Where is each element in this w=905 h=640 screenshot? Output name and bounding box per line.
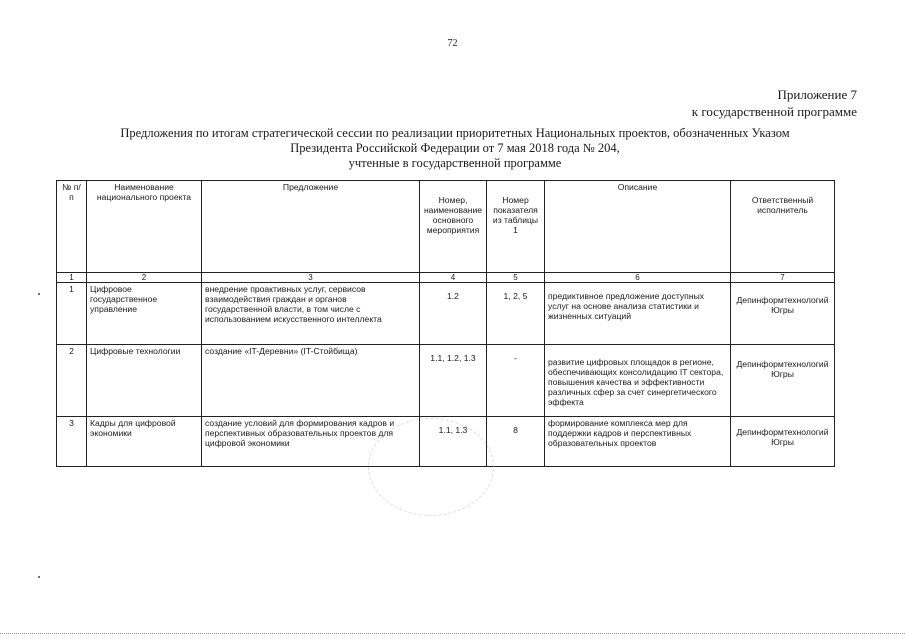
- column-number: 1: [57, 273, 87, 283]
- appendix-heading: [692, 86, 857, 120]
- cell-executor: Депинформтехнологий Югры: [731, 283, 835, 345]
- scan-edge-line: [0, 633, 905, 634]
- cell-proposal: внедрение проактивных услуг, сервисов взаимодействия граждан и органов государственной власти, в том числе с использованием искусственного интеллекта: [202, 283, 420, 345]
- title-line-2: Президента Российской Федерации от 7 мая 2018 года № 204,: [290, 141, 620, 155]
- header-description: Описание: [545, 181, 731, 273]
- appendix-line-1: Приложение 7: [777, 87, 857, 102]
- header-executor: Ответственный исполнитель: [731, 181, 835, 273]
- cell-description: развитие цифровых площадок в регионе, обеспечивающих консолидацию IT сектора, повышения качества и эффективности различных сфер за счет синергетического эффекта: [545, 345, 731, 417]
- column-number: 5: [487, 273, 545, 283]
- column-number: 4: [420, 273, 487, 283]
- cell-executor: Депинформтехнологий Югры: [731, 345, 835, 417]
- cell-description: формирование комплекса мер для поддержки кадров и перспективных образовательных проектов: [545, 417, 731, 467]
- scan-speck: [38, 576, 40, 578]
- cell-project: Цифровое государственное управление: [87, 283, 202, 345]
- header-proposal: Предложение: [202, 181, 420, 273]
- cell-event: 1.2: [420, 283, 487, 345]
- column-number: 6: [545, 273, 731, 283]
- cell-event: 1.1, 1.3: [420, 417, 487, 467]
- cell-indicator: -: [487, 345, 545, 417]
- cell-num: 3: [57, 417, 87, 467]
- column-number: 7: [731, 273, 835, 283]
- column-number: 3: [202, 273, 420, 283]
- faded-stamp: [368, 418, 494, 516]
- cell-project: Кадры для цифровой экономики: [87, 417, 202, 467]
- title-line-3: учтенные в государственной программе: [348, 156, 562, 170]
- document-title: [40, 126, 870, 171]
- appendix-line-2: к государственной программе: [691, 104, 857, 119]
- table-row: [57, 345, 835, 417]
- column-number-row: [57, 273, 835, 283]
- cell-project: Цифровые технологии: [87, 345, 202, 417]
- table-row: [57, 283, 835, 345]
- header-num: № п/п: [57, 181, 87, 273]
- cell-proposal: создание «IT-Деревни» (IT-Стойбища): [202, 345, 420, 417]
- column-number: 2: [87, 273, 202, 283]
- cell-event: 1.1, 1.2, 1.3: [420, 345, 487, 417]
- scan-speck: [38, 293, 40, 295]
- cell-proposal: создание условий для формирования кадров и перспективных образовательных проектов для цифровой экономики: [202, 417, 420, 467]
- cell-num: 1: [57, 283, 87, 345]
- cell-executor: Депинформтехнологий Югры: [731, 417, 835, 467]
- page-number: 72: [447, 38, 458, 49]
- header-indicator: Номер показателя из таблицы 1: [487, 181, 545, 273]
- header-project: Наименование национального проекта: [87, 181, 202, 273]
- table-header-row: [57, 181, 835, 273]
- title-line-1: Предложения по итогам стратегической сессии по реализации приоритетных Национальных проектов, обозначенных Указом: [120, 126, 790, 140]
- cell-num: 2: [57, 345, 87, 417]
- cell-indicator: 8: [487, 417, 545, 467]
- header-event: Номер, наименование основного мероприятия: [420, 181, 487, 273]
- cell-description: предиктивное предложение доступных услуг на основе анализа статистики и жизненных ситуаций: [545, 283, 731, 345]
- cell-indicator: 1, 2, 5: [487, 283, 545, 345]
